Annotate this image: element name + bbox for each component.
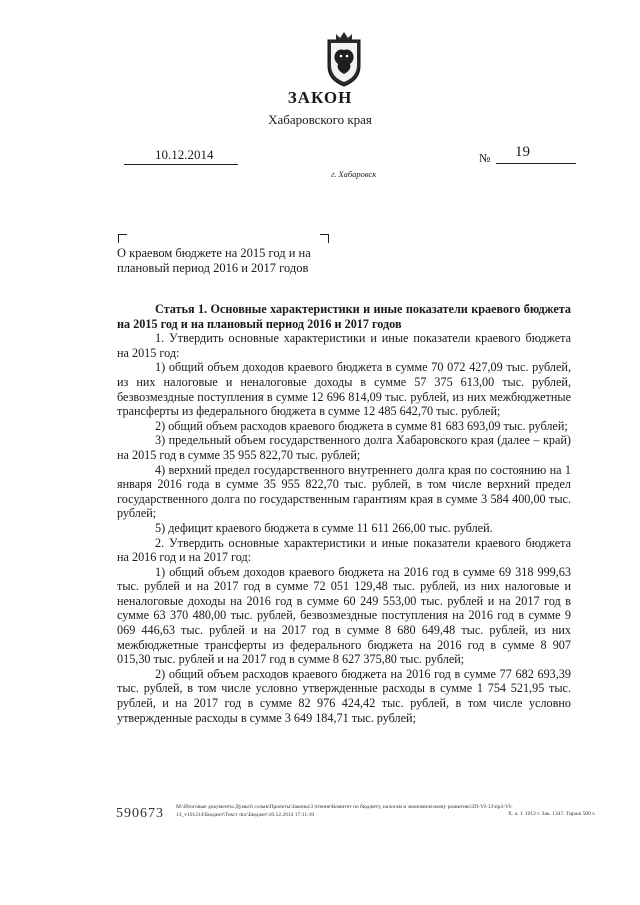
footer-path-line: 13_v101214\Бюджет\Текст doc\Бюджет\10.12.2014 17:11:10 [176,812,315,818]
body-paragraph: 1) общий объем доходов краевого бюджета в сумме 70 072 427,09 тыс. рублей, из них налоговые и неналоговые доходы в сумме 57 375 613,00 тыс. рублей, безвозмездные поступления в сумме 12 696 814,09 тыс. рублей, из них межбюджетные трансферты из федерального бюджета в сумме 12 485 642,70 тыс. рублей; [117,360,571,419]
body-paragraph: 5) дефицит краевого бюджета в сумме 11 611 266,00 тыс. рублей. [155,520,493,535]
subject-corner-left [118,234,127,243]
footer-document-number: 590673 [116,806,164,821]
body-paragraph: 4) верхний предел государственного внутреннего долга края по состоянию на 1 января 2016 года в сумме 35 955 822,70 тыс. рублей, в том числе верхний предел государственного долга по государственным гарантиям края в сумме 3 584 400,00 тыс. рублей; [117,462,571,521]
body-paragraph: 2) общий объем расходов краевого бюджета на 2016 год в сумме 77 682 693,39 тыс. рублей, в том числе условно утвержденные расходы в сумме 1 754 521,95 тыс. рублей, и на 2017 год в сумме 82 976 424,42 тыс. рублей, в том числе условно утвержденные расходы в сумме 3 649 184,71 тыс. рублей; [117,666,571,725]
law-number: 19 [515,144,530,160]
number-label: № [479,151,491,165]
date-underline [124,164,238,165]
body-paragraph: 1. Утвердить основные характеристики и иные показатели краевого бюджета на 2015 год: [117,331,571,360]
law-date: 10.12.2014 [155,147,214,162]
footer-path-line: M:\Итоговые документы Думы\6 созыв\Проекты\Законы\3 чтение\Комитет по бюджету, налогам и экономическому развитию\3П-VI-13\пр3-VI- [176,804,513,810]
law-title: ЗАКОН [287,88,353,107]
law-subject: О краевом бюджете на 2015 год и на плановый период 2016 и 2017 годов [117,246,311,275]
body-paragraph: 1) общий объем доходов краевого бюджета на 2016 год в сумме 69 318 999,63 тыс. рублей и на 2017 год в сумме 72 051 129,48 тыс. рублей, из них налоговые и неналоговые доходы на 2016 год в сумме 60 249 553,00 тыс. рублей и на 2017 год в сумме 63 370 480,00 тыс. рублей, безвозмездные поступления на 2016 год в сумме 9 069 446,63 тыс. рублей и на 2017 год в сумме 8 680 649,48 тыс. рублей, из них межбюджетные трансферты из федерального бюджета на 2016 год в сумме 8 907 015,30 тыс. рублей и на 2017 год в сумме 8 627 375,80 тыс. рублей; [117,564,571,667]
law-subtitle: Хабаровского края [268,112,372,127]
coat-of-arms-emblem [322,30,366,88]
body-paragraph: 3) предельный объем государственного долга Хабаровского края (далее – край) на 2015 год в сумме 35 955 822,70 тыс. рублей; [117,433,571,462]
body-paragraph: 2) общий объем расходов краевого бюджета в сумме 81 683 693,09 тыс. рублей; [155,418,568,433]
city-label: г. Хабаровск [331,169,377,179]
footer-print-info: Х. к. т. 1012 г. Зак. 1347. Тираж 500 э. [508,811,596,817]
law-body [117,302,571,725]
number-underline [496,163,576,164]
body-paragraph: 2. Утвердить основные характеристики и иные показатели краевого бюджета на 2016 год и на 2017 год: [117,535,571,565]
subject-corner-right [320,234,329,243]
article-heading: Статья 1. Основные характеристики и иные показатели краевого бюджета на 2015 год и на плановый период 2016 и 2017 годов [117,302,571,331]
